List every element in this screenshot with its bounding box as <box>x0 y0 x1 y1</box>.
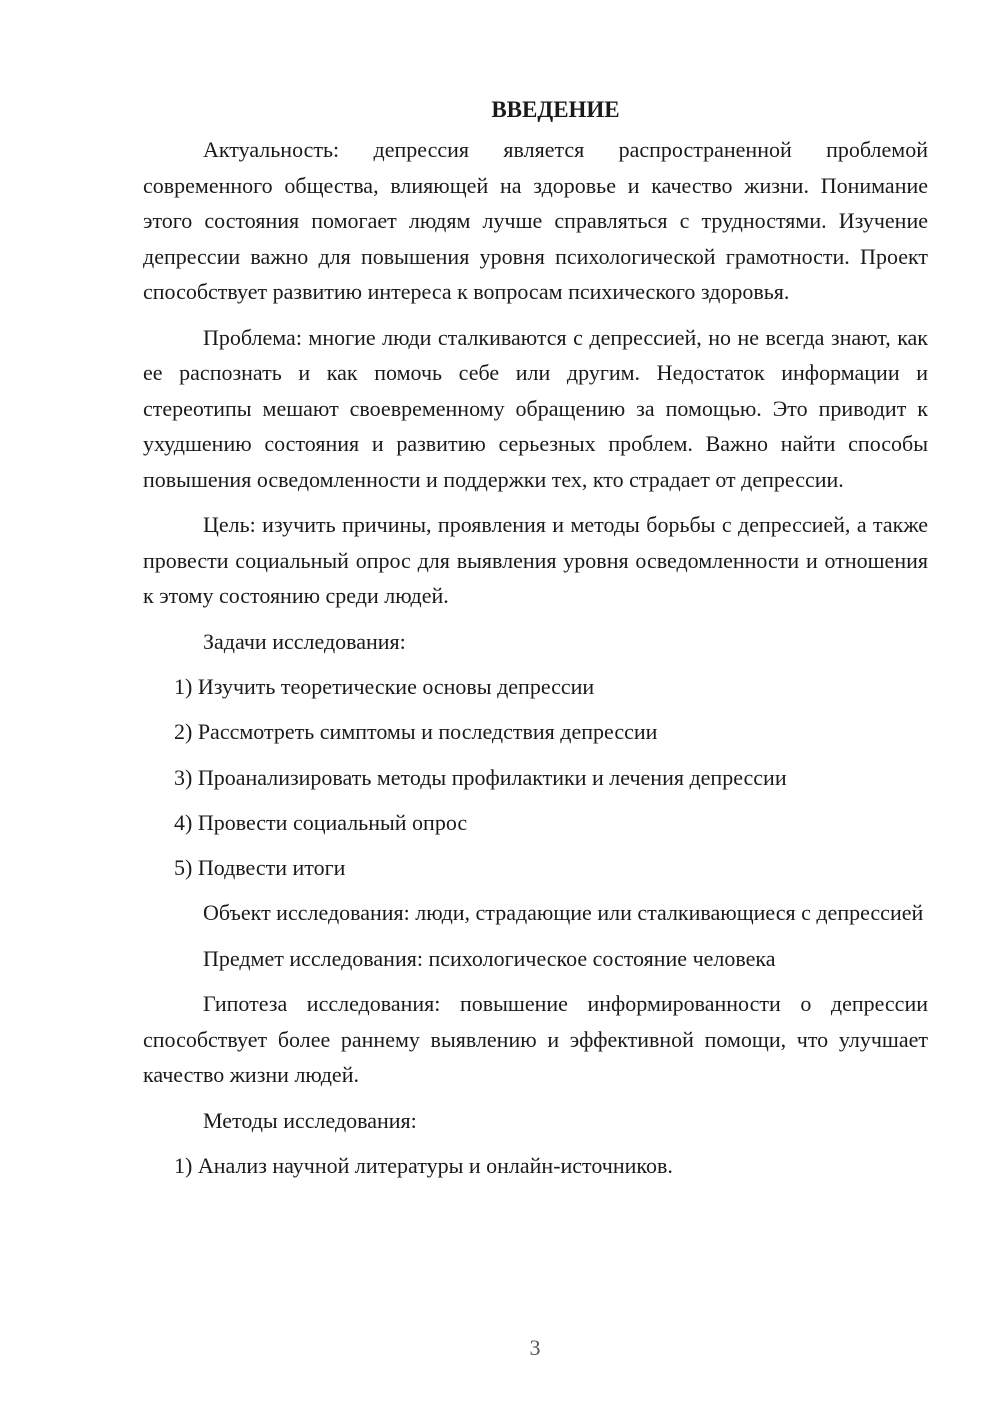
goal-paragraph: Цель: изучить причины, проявления и методы борьбы с депрессией, а также провести социальный опрос для выявления уровня осведомленности и отношения к этому состоянию среди людей. <box>143 512 928 608</box>
object-paragraph: Объект исследования: люди, страдающие или сталкивающиеся с депрессией <box>203 900 924 926</box>
list-item: 4) Провести социальный опрос <box>174 809 468 835</box>
list-item: 2) Рассмотреть симптомы и последствия депрессии <box>174 719 658 745</box>
methods-heading: Методы исследования: <box>203 1107 417 1133</box>
list-item: 3) Проанализировать методы профилактики и лечения депрессии <box>174 764 787 790</box>
problem-paragraph: Проблема: многие люди сталкиваются с депрессией, но не всегда знают, как ее распознать и как помочь себе или другим. Недостаток информации и стереотипы мешают своевременному обращению за помощью. Это приводит к ухудшению состояния и развитию серьезных проблем. Важно найти способы повышения осведомленности и поддержки тех, кто страдает от депрессии. <box>143 324 928 492</box>
hypothesis-paragraph: Гипотеза исследования: повышение информированности о депрессии способствует более раннему выявлению и эффективной помощи, что улучшает качество жизни людей. <box>143 991 928 1088</box>
list-item: 1) Изучить теоретические основы депрессии <box>174 674 595 699</box>
methods-list <box>143 1148 928 1184</box>
document-page <box>143 92 928 1194</box>
page-number: 3 <box>529 1335 541 1360</box>
subject-paragraph: Предмет исследования: психологическое состояние человека <box>203 945 776 971</box>
tasks-list <box>143 669 928 886</box>
list-item: 5) Подвести итоги <box>174 855 346 881</box>
list-item: 1) Анализ научной литературы и онлайн-источников. <box>174 1153 673 1179</box>
relevance-paragraph: Актуальность: депрессия является распространенной проблемой современного общества, влияющей на здоровье и качество жизни. Понимание этого состояния помогает людям лучше справляться с трудностями. Изучение депрессии важно для повышения уровня психологической грамотности. Проект способствует развитию интереса к вопросам психического здоровья. <box>143 137 928 304</box>
section-title: ВВЕДЕНИЕ <box>491 97 620 122</box>
tasks-heading: Задачи исследования: <box>203 628 406 654</box>
